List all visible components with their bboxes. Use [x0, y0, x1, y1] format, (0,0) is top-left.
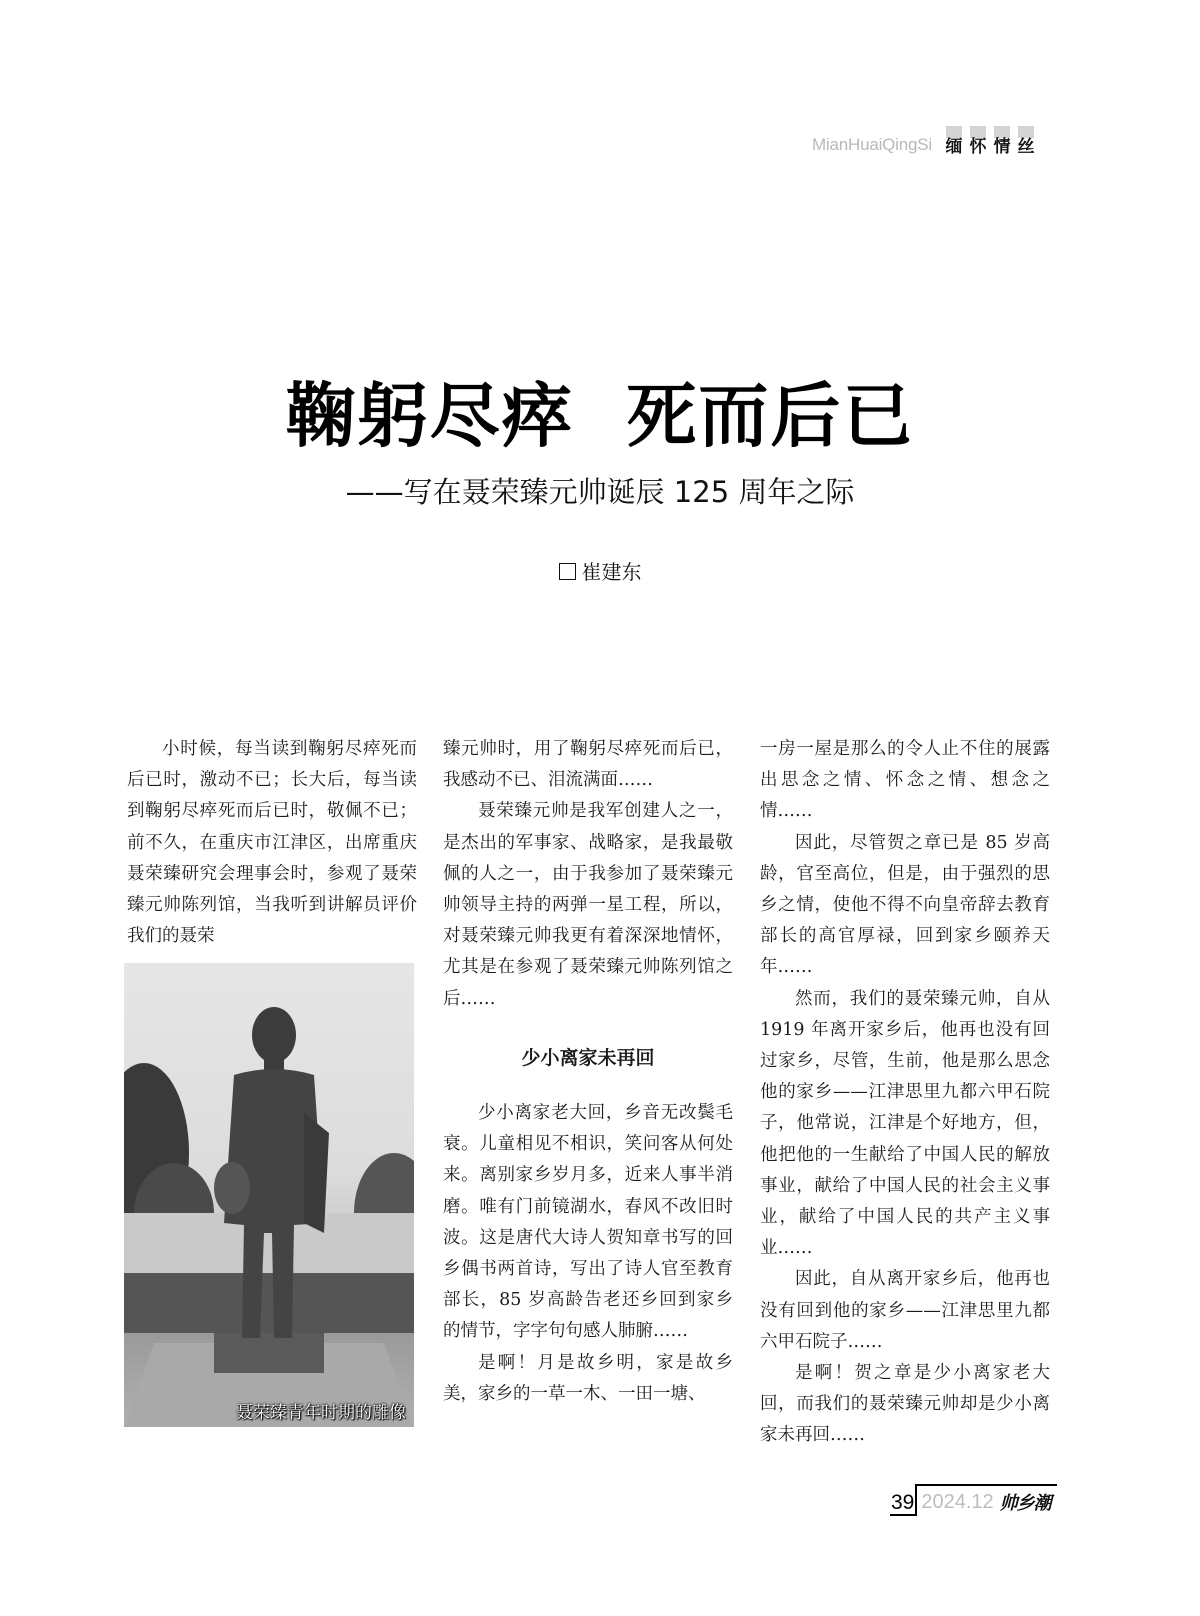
- paragraph: 臻元帅时，用了鞠躬尽瘁死而后已，我感动不已、泪流满面……: [443, 739, 733, 791]
- column-name-en: MianHuaiQingSi: [811, 134, 932, 154]
- issue-box: [915, 1484, 1056, 1516]
- magazine-name: 帅乡潮: [999, 1493, 1051, 1514]
- running-header: [812, 132, 1038, 157]
- page-footer: [890, 1484, 1057, 1516]
- statue-photo-icon: [124, 963, 414, 1427]
- photo-caption: 聂荣臻青年时期的雕像: [236, 1403, 406, 1423]
- author-name: 崔建东: [581, 560, 642, 584]
- column-name-char: 缅: [942, 132, 966, 157]
- article-subtitle: ——写在聂荣臻元帅诞辰 125 周年之际: [345, 475, 855, 509]
- statue-photo: [124, 963, 414, 1427]
- text-column-3: [760, 734, 1050, 1452]
- paragraph: 是啊！贺之章是少小离家老大回，而我们的聂荣臻元帅却是少小离家未再回……: [760, 1363, 1050, 1446]
- paragraph: 因此，尽管贺之章已是 85 岁高龄，官至高位，但是，由于强烈的思乡之情，使他不得不向皇帝辞去教育部长的高官厚禄，回到家乡颐养天年……: [760, 832, 1050, 978]
- column-name-cn: [942, 132, 1038, 157]
- column-name-char: 怀: [966, 132, 990, 157]
- paragraph: 因此，自从离开家乡后，他再也没有回到他的家乡——江津思里九都六甲石院子……: [760, 1269, 1050, 1352]
- column-name-char: 丝: [1014, 132, 1038, 157]
- paragraph: 聂荣臻元帅是我军创建人之一，是杰出的军事家、战略家，是我最敬佩的人之一，由于我参加了聂荣臻元帅领导主持的两弹一星工程，所以，对聂荣臻元帅我更有着深深地情怀，尤其是在参观了聂荣臻元帅陈列馆之后……: [443, 801, 733, 1009]
- author-line: [0, 556, 1200, 585]
- page-number: 39: [891, 1491, 915, 1514]
- text-column-2: [443, 734, 733, 1410]
- author-box-icon: [559, 563, 576, 580]
- paragraph: 是啊！月是故乡明，家是故乡美，家乡的一草一木、一田一塘、: [443, 1352, 733, 1404]
- column-name-char: 情: [990, 132, 1014, 157]
- paragraph: 然而，我们的聂荣臻元帅，自从 1919 年离开家乡后，他再也没有回过家乡，尽管，生前，他是那么思念他的家乡——江津思里九都六甲石院子，他常说，江津是个好地方，但，他把他的一生献给了中国人民的解放事业，献给了中国人民的社会主义事业，献给了中国人民的共产主义事业……: [760, 988, 1050, 1259]
- paragraph: 一房一屋是那么的令人止不住的展露出思念之情、怀念之情、想念之情……: [760, 739, 1050, 822]
- paragraph: 小时候，每当读到鞠躬尽瘁死而后已时，激动不已；长大后，每当读到鞠躬尽瘁死而后已时，敬佩不已；前不久，在重庆市江津区，出席重庆聂荣臻研究会理事会时，参观了聂荣臻元帅陈列馆，当我听到讲解员评价我们的聂荣: [127, 739, 417, 947]
- issue-date: 2024.12: [921, 1490, 994, 1513]
- section-heading: 少小离家未再回: [521, 1046, 655, 1069]
- article-title: 鞠躬尽瘁 死而后已: [285, 375, 915, 457]
- text-column-1: [127, 734, 417, 952]
- paragraph: 少小离家老大回，乡音无改鬓毛衰。儿童相见不相识，笑问客从何处来。离别家乡岁月多，近来人事半消磨。唯有门前镜湖水，春风不改旧时波。这是唐代大诗人贺知章书写的回乡偶书两首诗，写出了诗人官至教育部长，85 岁高龄告老还乡回到家乡的情节，字字句句感人肺腑……: [443, 1103, 733, 1342]
